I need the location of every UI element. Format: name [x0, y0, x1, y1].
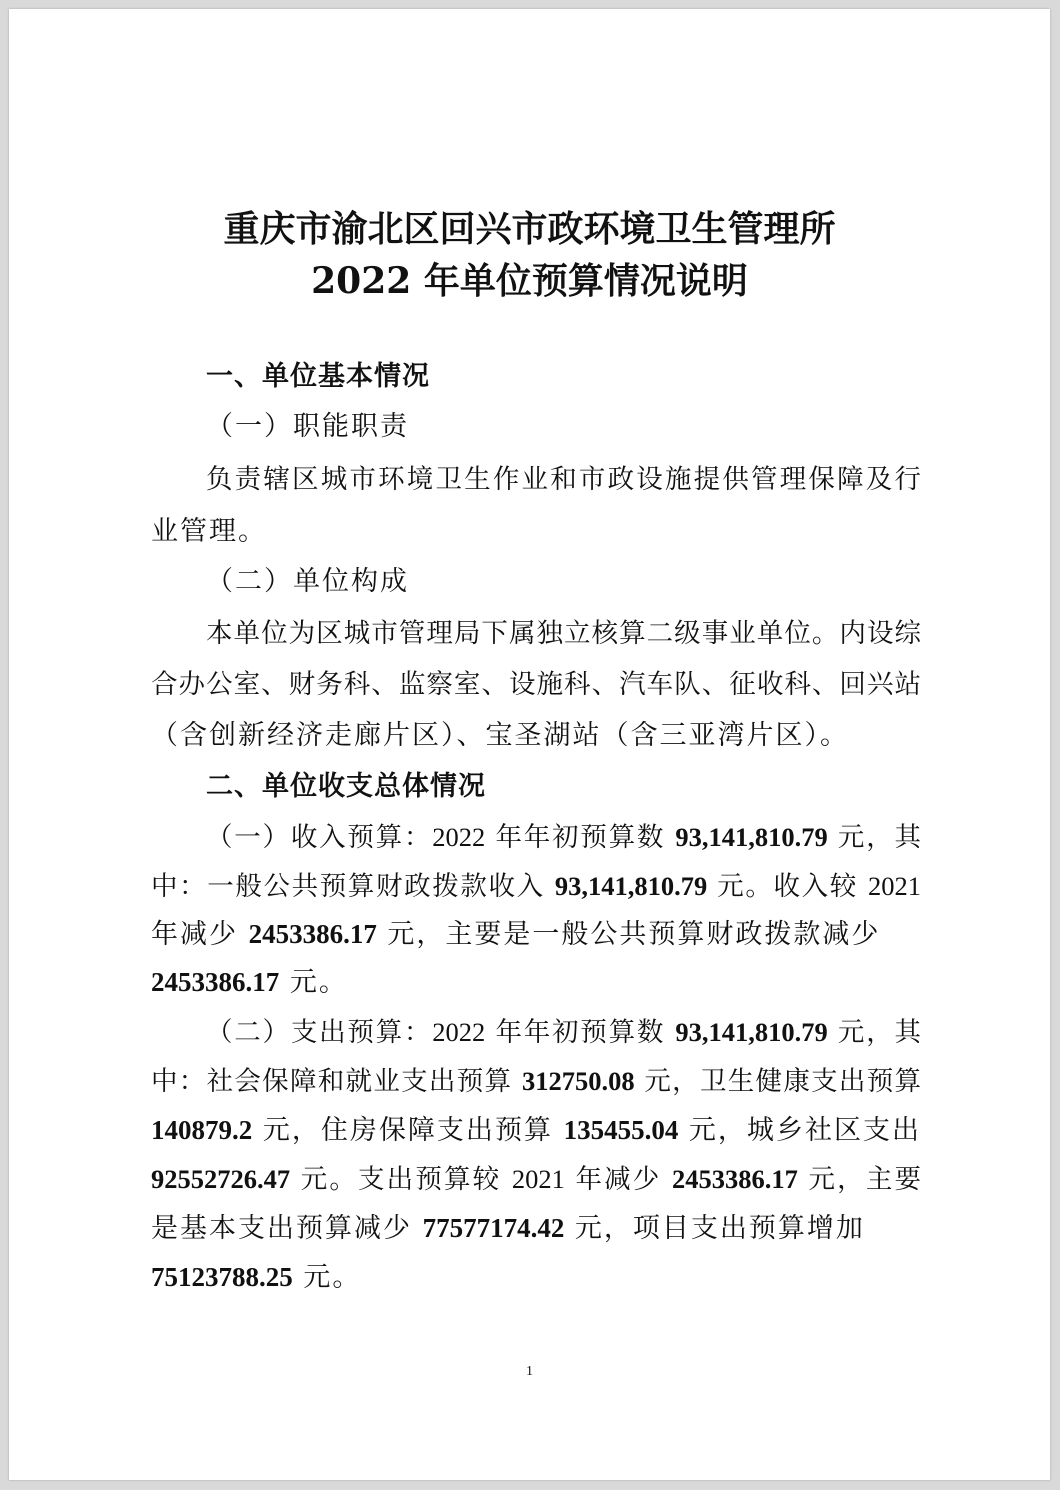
- sub2-paragraph-line: （含创新经济走廊片区）、宝圣湖站（含三亚湾片区）。: [151, 720, 849, 751]
- sub2-paragraph-line: 本单位为区城市管理局下属独立核算二级事业单位。内设综: [206, 618, 921, 649]
- year-value: 2021: [867, 871, 921, 901]
- text-span: 中：社会保障和就业支出预算: [151, 1066, 523, 1097]
- text-span: 元，住房保障支出预算: [252, 1115, 564, 1146]
- text-span: 元。收入较: [707, 871, 868, 902]
- section1-heading: 一、单位基本情况: [206, 361, 430, 392]
- text-span: 元，主要是一般公共预算财政拨款减少: [376, 919, 881, 950]
- text-span: 是基本支出预算减少: [151, 1213, 423, 1244]
- page-number: 1: [526, 1364, 533, 1379]
- expense-line: [151, 1208, 921, 1249]
- amount-value: 2453386.17: [151, 967, 280, 997]
- amount-value: 140879.2: [151, 1115, 253, 1145]
- amount-value: 2453386.17: [672, 1164, 798, 1194]
- text-span: 元，其: [827, 822, 921, 853]
- year-value: 2022: [432, 1017, 486, 1047]
- expense-line: [206, 1012, 921, 1053]
- amount-value: 92552726.47: [151, 1164, 291, 1194]
- text-span: 元。: [292, 1262, 362, 1293]
- document-title-line1: 重庆市渝北区回兴市政环境卫生管理所: [223, 208, 836, 250]
- year-value: 2021: [511, 1164, 565, 1194]
- amount-value: 77577174.42: [422, 1213, 565, 1243]
- income-line: [151, 914, 921, 955]
- text-span: 年年初预算数: [485, 822, 676, 853]
- text-span: 元。: [279, 967, 348, 998]
- text-span: 元，其: [827, 1017, 921, 1048]
- document-page: [9, 9, 1050, 1480]
- amount-value: 93,141,810.79: [675, 822, 828, 852]
- year-value: 2022: [432, 822, 486, 852]
- income-line: [206, 817, 921, 858]
- text-span: （二）支出预算：: [206, 1017, 433, 1048]
- text-span: 元，卫生健康支出预算: [634, 1066, 921, 1097]
- text-span: 元。支出预算较: [290, 1164, 512, 1195]
- text-span: （一）收入预算：: [206, 822, 433, 853]
- expense-line: [151, 1257, 921, 1298]
- text-span: 年减少: [151, 919, 249, 950]
- text-span: 年年初预算数: [485, 1017, 676, 1048]
- income-line: [151, 962, 921, 1003]
- amount-value: 93,141,810.79: [554, 871, 708, 901]
- text-span: 年减少: [564, 1164, 673, 1195]
- text-span: 中：一般公共预算财政拨款收入: [151, 871, 555, 902]
- amount-value: 135455.04: [563, 1115, 679, 1145]
- text-span: 元，项目支出预算增加: [564, 1213, 865, 1244]
- text-span: 元，主要: [797, 1164, 921, 1195]
- text-span: 元，城乡社区支出: [678, 1115, 921, 1146]
- document-title-line2: 2022 年单位预算情况说明: [311, 260, 748, 302]
- amount-value: 75123788.25: [151, 1262, 293, 1292]
- amount-value: 312750.08: [522, 1066, 635, 1096]
- sub1-heading: （一）职能职责: [206, 411, 409, 442]
- sub1-paragraph-line: 业管理。: [151, 516, 267, 547]
- sub2-paragraph-line: 合办公室、财务科、监察室、设施科、汽车队、征收科、回兴站: [151, 669, 921, 700]
- sub2-heading: （二）单位构成: [206, 566, 409, 597]
- amount-value: 2453386.17: [248, 919, 377, 949]
- expense-line: [151, 1159, 921, 1200]
- amount-value: 93,141,810.79: [675, 1017, 828, 1047]
- expense-line: [151, 1110, 921, 1151]
- section2-heading: 二、单位收支总体情况: [206, 771, 486, 802]
- income-line: [151, 866, 921, 907]
- expense-line: [151, 1061, 921, 1102]
- sub1-paragraph-line: 负责辖区城市环境卫生作业和市政设施提供管理保障及行: [206, 464, 921, 495]
